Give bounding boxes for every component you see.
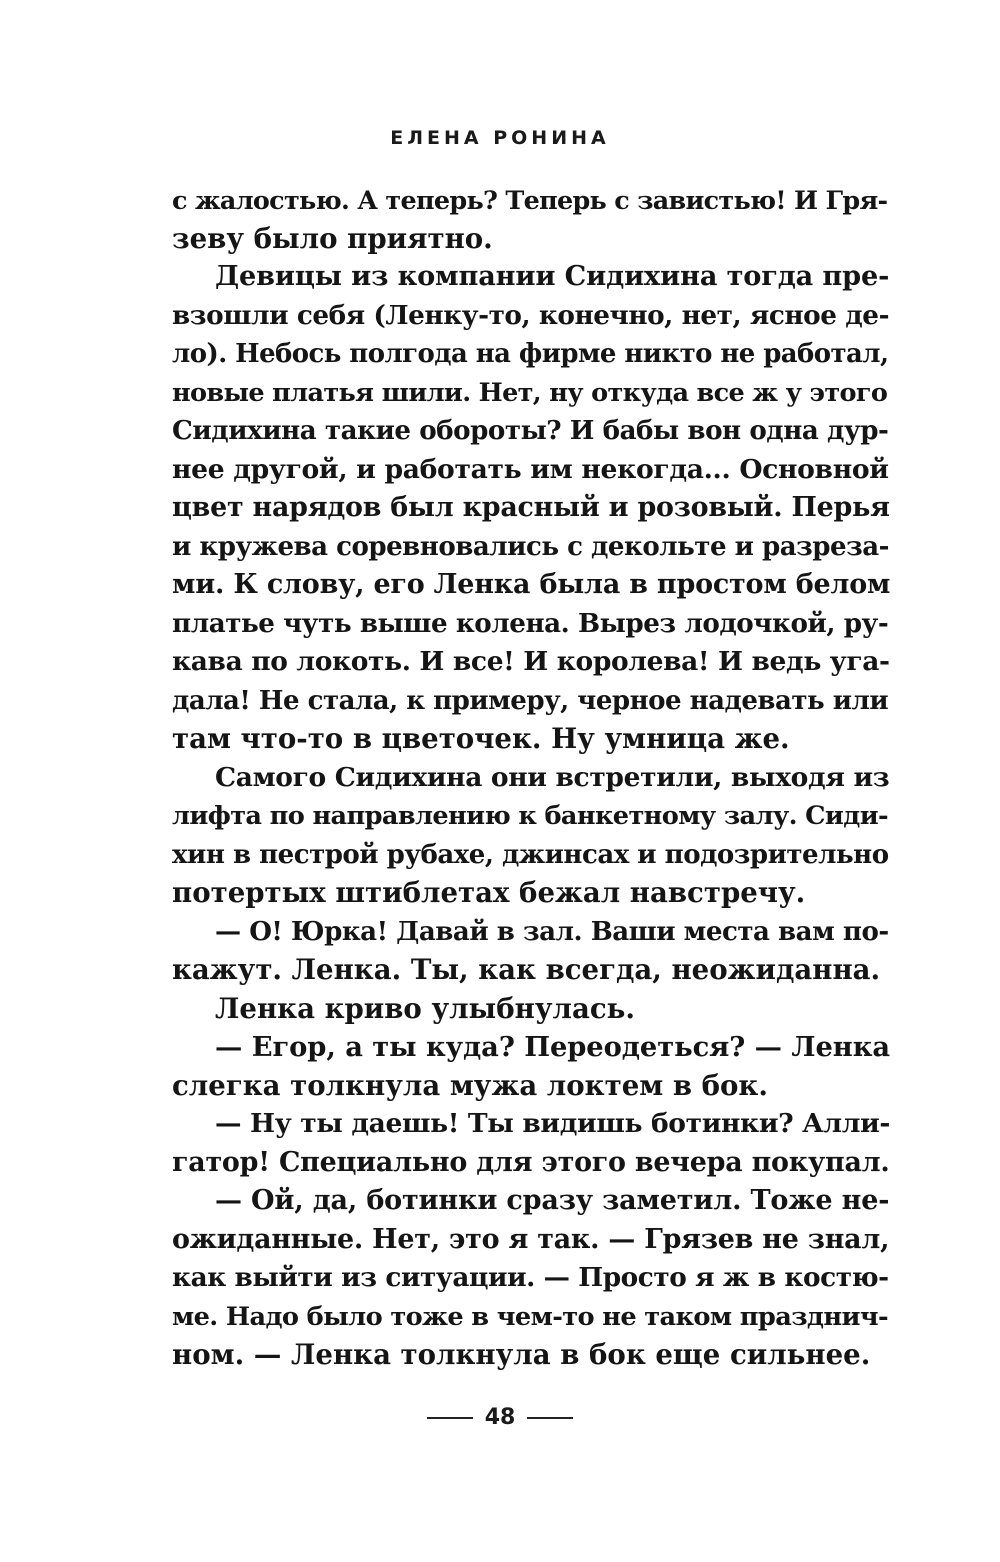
folio-rule-left	[427, 1417, 473, 1419]
text-line: цвет нарядов был красный и розовый. Перья	[172, 492, 890, 523]
text-line: кажут. Ленка. Ты, как всегда, неожиданна.	[172, 953, 881, 986]
folio-rule-right	[527, 1417, 573, 1419]
text-line: там что-то в цветочек. Ну умница же.	[172, 722, 790, 755]
text-line: платье чуть выше колена. Вырез лодочкой, ру-	[172, 607, 889, 639]
text-line: хин в пестрой рубахе, джинсах и подозрительно	[172, 839, 889, 870]
body-text	[172, 181, 890, 1375]
text-line: — Ну ты даешь! Ты видишь ботинки? Алли-	[215, 1108, 891, 1139]
text-line: ожиданные. Нет, это я так. — Грязев не знал,	[172, 1223, 890, 1255]
text-line: — О! Юрка! Давай в зал. Ваши места вам по-	[215, 916, 889, 947]
text-line: гатор! Специально для этого вечера покупал.	[172, 1146, 890, 1178]
page-folio	[0, 1405, 1000, 1430]
text-line: как выйти из ситуации. — Просто я ж в костю-	[172, 1262, 889, 1293]
text-line: слегка толкнула мужа локтем в бок.	[172, 1068, 768, 1102]
text-line: новые платья шили. Нет, ну откуда все ж у этого	[172, 377, 888, 408]
text-line: зеву было приятно.	[172, 221, 493, 255]
text-line: ло). Небось полгода на фирме никто не работал,	[172, 339, 889, 369]
text-line: и кружева соревновались с декольте и разреза-	[172, 531, 889, 562]
text-line: Ленка криво улыбнулась.	[215, 991, 635, 1025]
text-line: потертых штиблетах бежал навстречу.	[172, 876, 806, 909]
page-number: 48	[484, 1405, 516, 1430]
text-line: ме. Надо было тоже в чем-то не таком празднич-	[172, 1301, 889, 1332]
text-line: нее другой, и работать им некогда... Основной	[172, 453, 889, 485]
text-line: взошли себя (Ленку-то, конечно, нет, ясное де-	[172, 299, 890, 331]
text-line: кава по локоть. И все! И королева! И ведь уга-	[172, 646, 890, 677]
text-line: с жалостью. А теперь? Теперь с завистью! И Гря-	[172, 185, 888, 215]
text-line: — Ой, да, ботинки сразу заметил. Тоже не-	[215, 1185, 890, 1216]
text-line: дала! Не стала, к примеру, черное надевать или	[172, 685, 889, 716]
text-line: ми. К слову, его Ленка была в простом белом	[172, 569, 891, 600]
text-line: Самого Сидихина они встретили, выходя из	[215, 761, 890, 793]
text-line: Девицы из компании Сидихина тогда пре-	[215, 261, 890, 292]
text-line: ном. — Ленка толкнула в бок еще сильнее.	[172, 1338, 871, 1371]
text-line: лифта по направлению к банкетному залу. Сиди-	[172, 801, 889, 831]
text-line: — Егор, а ты куда? Переодеться? — Ленка	[215, 1031, 891, 1063]
text-line: Сидихина такие обороты? И бабы вон одна дур-	[172, 415, 889, 446]
running-head-author: ЕЛЕНА РОНИНА	[390, 127, 610, 149]
